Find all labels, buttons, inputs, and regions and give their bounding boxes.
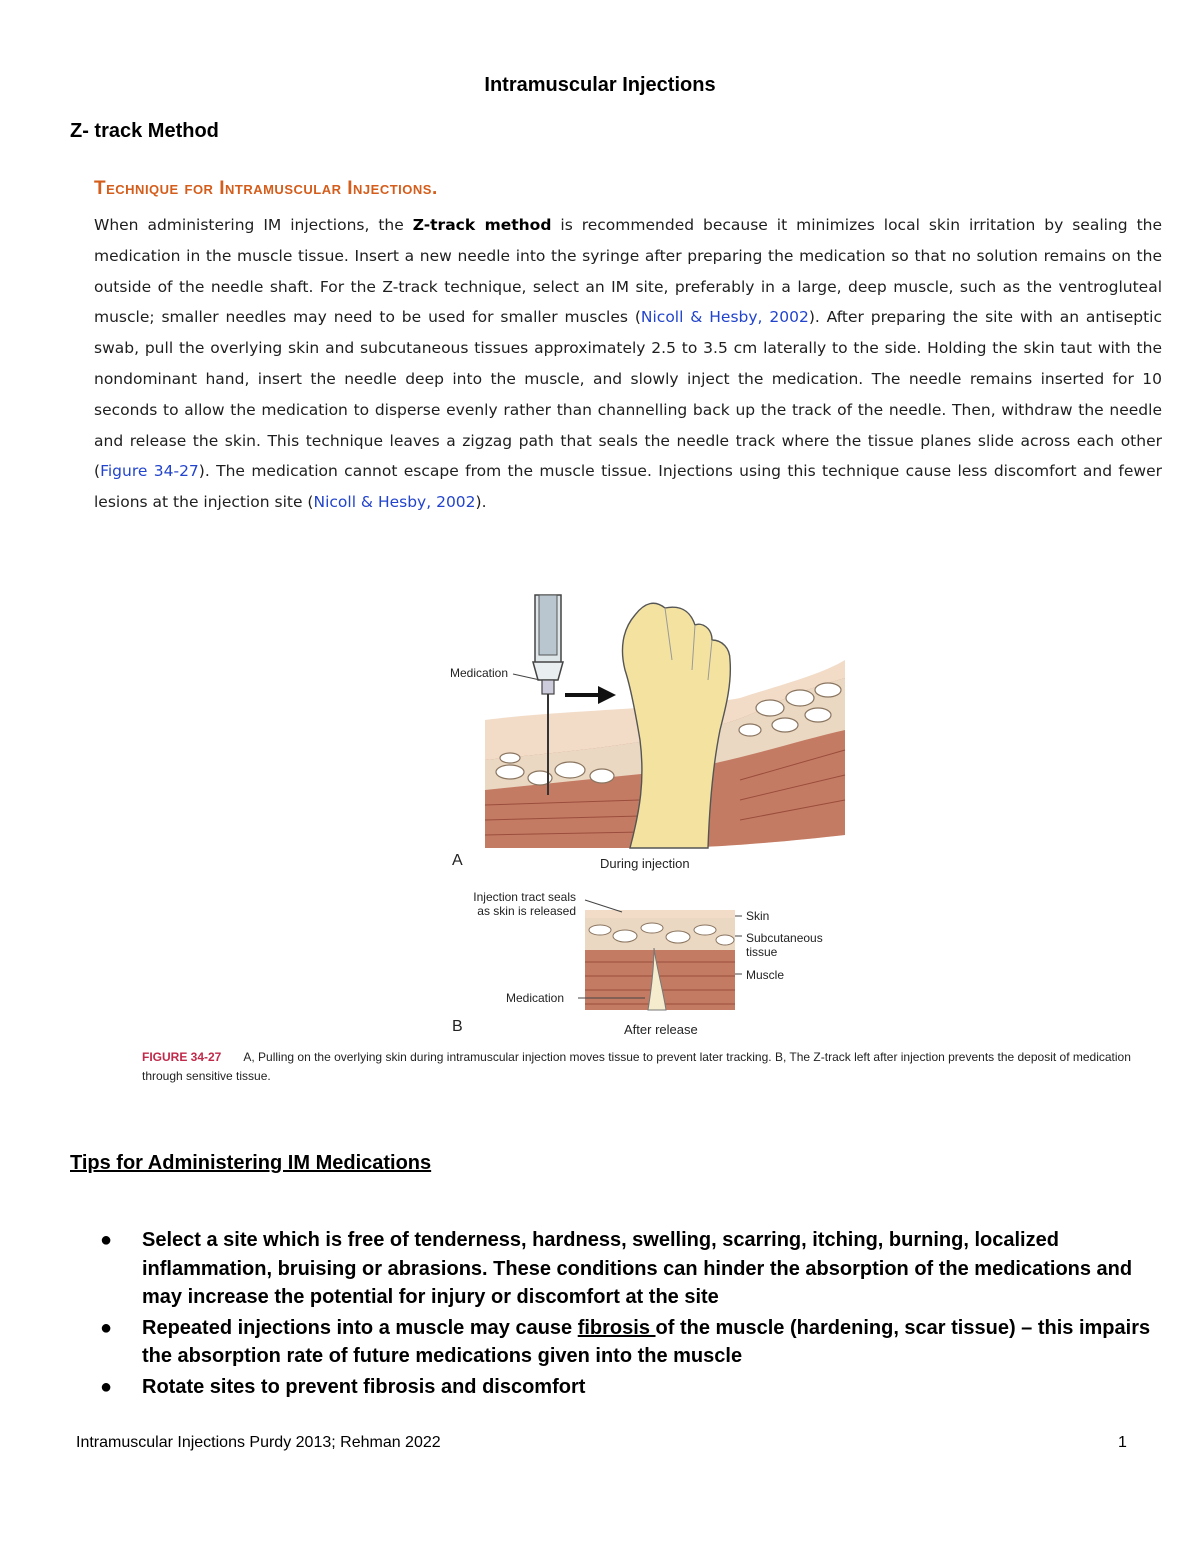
label-subcutaneous-tissue — [746, 931, 823, 959]
panel-b-caption: After release — [624, 1022, 698, 1037]
tips-heading: Tips for Administering IM Medications — [70, 1152, 432, 1174]
label-medication-b: Medication — [506, 991, 565, 1005]
technique-text-2: is recommended because it minimizes local skin irritation by sealing the medication in the muscle tissue. Insert a new needle into the syringe after preparing the medication so that no solution remains on the outside of the needle shaft. For the Z-track technique, select an IM site, preferably in a large, deep muscle, such as the ventrogluteal muscle; smaller needles may need to be used for smaller muscles ( — [94, 216, 1163, 327]
panel-b-letter: B — [452, 1018, 463, 1035]
panel-a-caption: During injection — [600, 856, 690, 871]
panel-b-tissue — [578, 900, 742, 1010]
bullet-icon: ● — [100, 1316, 113, 1339]
label-tract-line-2: as skin is released — [477, 904, 576, 918]
panel-a-letter: A — [452, 852, 463, 869]
label-injection-tract — [458, 890, 576, 918]
panel-a-tissue — [485, 595, 845, 848]
technique-text-5: ). — [475, 493, 487, 512]
list-item — [100, 1314, 1160, 1371]
bullet-icon: ● — [100, 1375, 113, 1398]
technique-text-1: When administering IM injections, the — [94, 216, 413, 234]
footer-reference: Intramuscular Injections Purdy 2013; Rehman 2022 — [76, 1434, 441, 1451]
z-track-term: Z-track method — [412, 216, 552, 234]
tip-text: of the muscle (hardening, scar tissue) – this impairs the absorption rate of future medications given into the muscle — [142, 1316, 1151, 1367]
figure-illustration — [440, 590, 860, 1040]
label-tract-line-1: Injection tract seals — [473, 890, 576, 904]
section-heading-z-track: Z- track Method — [70, 120, 219, 142]
page-number: 1 — [1118, 1434, 1127, 1451]
tip-text: Rotate sites to prevent fibrosis and discomfort — [142, 1375, 586, 1398]
label-subq-line-1: Subcutaneous — [746, 931, 823, 945]
label-skin: Skin — [746, 909, 770, 923]
document-title: Intramuscular Injections — [484, 74, 716, 96]
figure-caption-text: A, Pulling on the overlying skin during intramuscular injection moves tissue to prevent later tracking. B, The Z-track left after injection prevents the deposit of medication through sensitive tissue. — [142, 1050, 1131, 1083]
figure-z-track-illustration — [440, 590, 860, 1040]
citation-link[interactable]: Nicoll & Hesby, 2002 — [313, 493, 476, 512]
list-item — [100, 1373, 1160, 1402]
label-subq-line-2: tissue — [746, 945, 778, 959]
figure-caption — [142, 1048, 1162, 1086]
technique-heading: Technique for Intramuscular Injections. — [94, 178, 438, 199]
label-muscle: Muscle — [746, 968, 785, 982]
figure-reference-link[interactable]: Figure 34-27 — [100, 462, 199, 481]
list-item — [100, 1226, 1160, 1312]
label-medication-a: Medication — [450, 666, 509, 680]
tip-text: Repeated injections into a muscle may cause — [142, 1316, 578, 1339]
fibrosis-term: fibrosis — [577, 1316, 656, 1339]
technique-paragraph — [94, 210, 1162, 518]
figure-number: FIGURE 34-27 — [142, 1050, 222, 1064]
technique-text-4: ). The medication cannot escape from the muscle tissue. Injections using this technique cause less discomfort and fewer lesions at the injection site ( — [94, 462, 1162, 512]
citation-link[interactable]: Nicoll & Hesby, 2002 — [640, 308, 809, 327]
bullet-icon: ● — [100, 1229, 113, 1251]
tip-text: Select a site which is free of tenderness, hardness, swelling, scarring, itching, burning, localized inflammation, bruising or abrasions. These conditions can hinder the absorption of the medications and may increase the potential for injury or discomfort at the site — [142, 1229, 1133, 1308]
tips-list — [100, 1226, 1160, 1403]
technique-text-3: ). After preparing the site with an antiseptic swab, pull the overlying skin and subcutaneous tissues approximately 2.5 to 3.5 cm laterally to the side. Holding the skin taut with the nondominant hand, insert the needle deep into the muscle, and slowly inject the medication. The needle remains inserted for 10 seconds to allow the medication to disperse evenly rather than channelling back up the track of the needle. Then, withdraw the needle and release the skin. This technique leaves a zigzag path that seals the needle track where the tissue planes slide across each other ( — [94, 308, 1162, 481]
